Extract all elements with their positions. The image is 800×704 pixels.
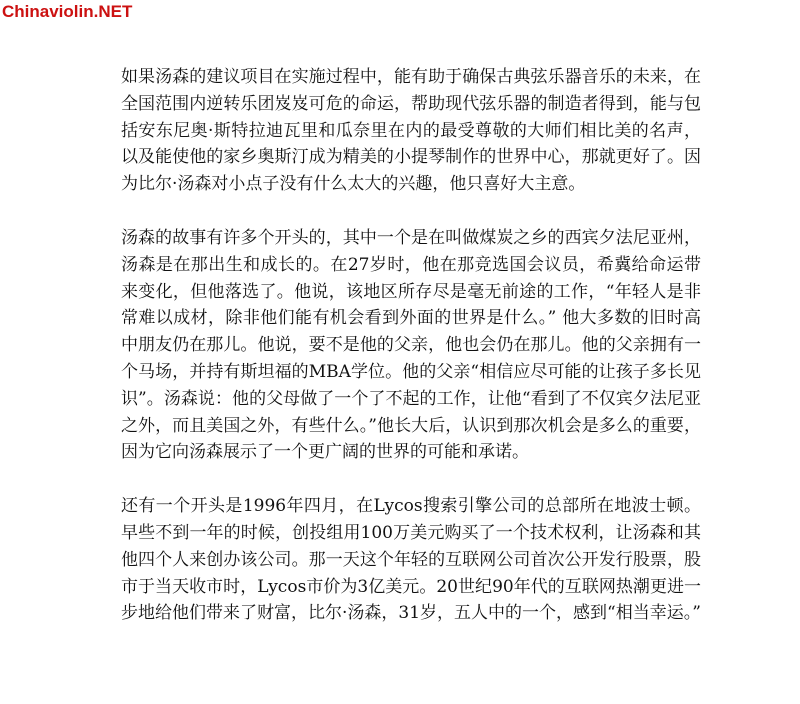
article-body	[121, 64, 701, 654]
article-paragraph: 还有一个开头是1996年四月，在Lycos搜索引擎公司的总部所在地波士顿。早些不到一年的时候，创投组用100万美元购买了一个技术权利，让汤森和其他四个人来创办该公司。那一天这个年轻的互联网公司首次公开发行股票，股市于当天收市时，Lycos市价为3亿美元。20世纪90年代的互联网热潮更进一步地给他们带来了财富，比尔·汤森，31岁，五人中的一个，感到“相当幸运。”	[121, 496, 701, 624]
site-logo[interactable]: Chinaviolin.NET	[2, 2, 133, 21]
article-paragraph: 如果汤森的建议项目在实施过程中，能有助于确保古典弦乐器音乐的未来，在全国范围内逆转乐团岌岌可危的命运，帮助现代弦乐器的制造者得到，能与包括安东尼奥·斯特拉迪瓦里和瓜奈里在内的最受尊敬的大师们相比美的名声，以及能使他的家乡奥斯汀成为精美的小提琴制作的世界中心，那就更好了。因为比尔·汤森对小点子没有什么太大的兴趣，他只喜好大主意。	[121, 67, 701, 195]
article-paragraph: 汤森的故事有许多个开头的，其中一个是在叫做煤炭之乡的西宾夕法尼亚州，汤森是在那出生和成长的。在27岁时，他在那竞选国会议员，希冀给命运带来变化，但他落选了。他说，该地区所存尽是毫无前途的工作，“年轻人是非常难以成材，除非他们能有机会看到外面的世界是什么。” 他大多数的旧时高中朋友仍在那儿。他说，要不是他的父亲，他也会仍在那儿。他的父亲拥有一个马场，并持有斯坦福的MBA学位。他的父亲“相信应尽可能的让孩子多长见识”。汤森说：他的父母做了一个了不起的工作，让他“看到了不仅宾夕法尼亚之外，而且美国之外，有些什么。”他长大后，认识到那次机会是多么的重要，因为它向汤森展示了一个更广阔的世界的可能和承诺。	[121, 227, 701, 463]
